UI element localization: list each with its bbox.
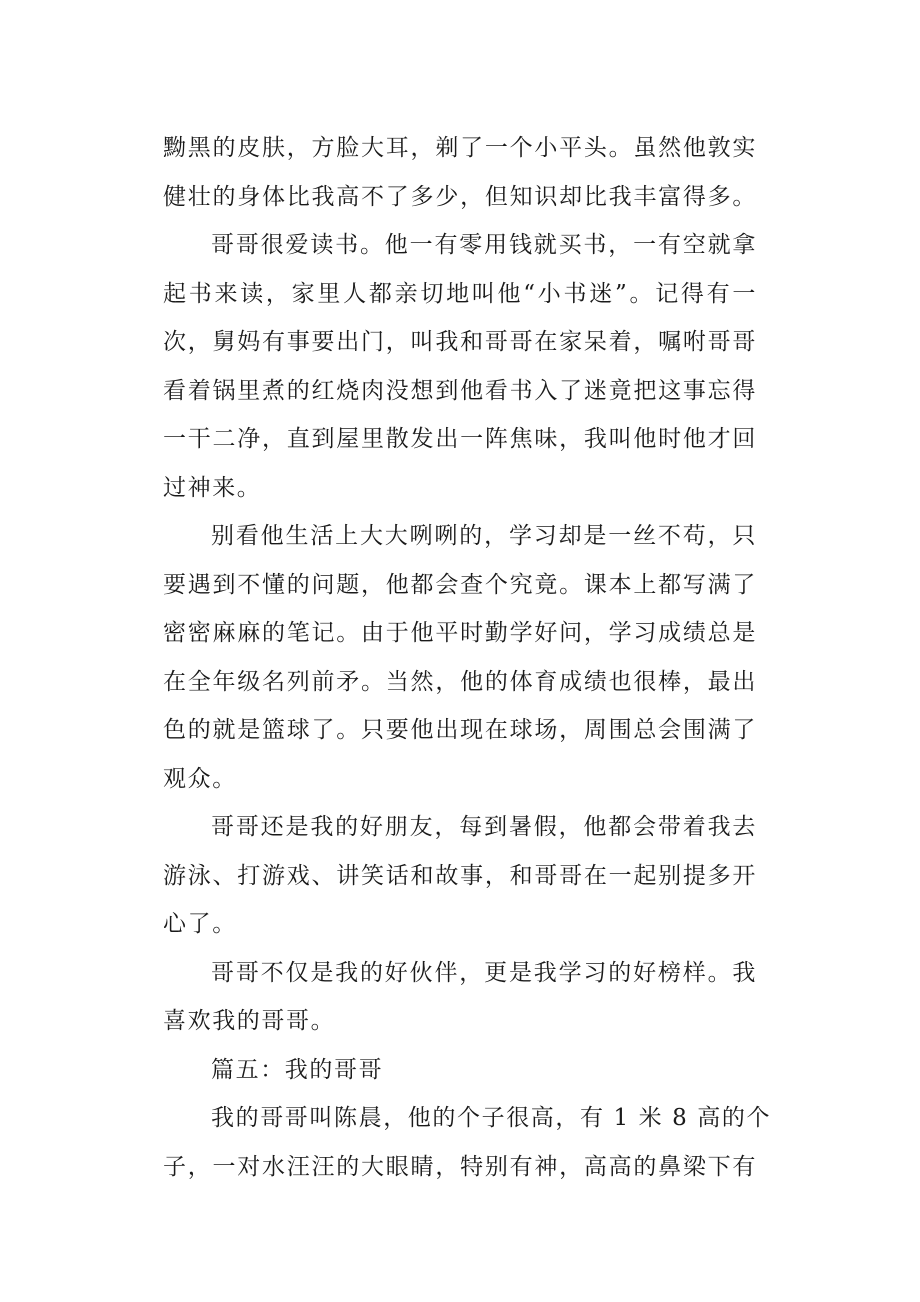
text-line: 过神来。 <box>163 474 262 501</box>
body-text <box>163 124 772 1191</box>
text-line: 子，一对水汪汪的大眼睛，特别有神，高高的鼻梁下有 <box>163 1153 757 1180</box>
text-line: 游泳、打游戏、讲笑话和故事，和哥哥在一起别提多开 <box>163 862 757 889</box>
text-line: 哥哥还是我的好朋友，每到暑假，他都会带着我去 <box>211 814 757 840</box>
text-line: 次，舅妈有事要出门，叫我和哥哥在家呆着，嘱咐哥哥 <box>163 329 757 355</box>
text-line: 在全年级名列前矛。当然，他的体育成绩也很棒，最出 <box>163 668 757 695</box>
text-line: 色的就是篮球了。只要他出现在球场，周围总会围满了 <box>163 717 757 743</box>
text-line: 起书来读，家里人都亲切地叫他“小书迷”。记得有一 <box>163 280 757 307</box>
text-line: 黝黑的皮肤，方脸大耳，剃了一个小平头。虽然他敦实 <box>163 135 757 161</box>
text-line: 篇五：我的哥哥 <box>211 1056 384 1083</box>
text-line: 看着锅里煮的红烧肉没想到他看书入了迷竟把这事忘得 <box>163 377 757 404</box>
text-line: 要遇到不懂的问题，他都会查个究竟。课本上都写满了 <box>163 571 757 598</box>
text-line: 别看他生活上大大咧咧的，学习却是一丝不苟，只 <box>211 523 757 549</box>
text-line: 健壮的身体比我高不了多少，但知识却比我丰富得多。 <box>163 183 757 210</box>
text-line: 哥哥不仅是我的好伙伴，更是我学习的好榜样。我 <box>211 959 757 986</box>
text-line: 哥哥很爱读书。他一有零用钱就买书，一有空就拿 <box>211 232 757 258</box>
text-line: 喜欢我的哥哥。 <box>163 1008 336 1034</box>
text-line: 一干二净，直到屋里散发出一阵焦味，我叫他时他才回 <box>163 426 757 452</box>
text-line: 心了。 <box>163 911 237 937</box>
text-line: 密密麻麻的笔记。由于他平时勤学好问，学习成绩总是 <box>163 620 757 646</box>
text-line: 观众。 <box>163 765 237 792</box>
text-line: 我的哥哥叫陈晨，他的个子很高，有 1 米 8 高的个 <box>211 1105 772 1131</box>
